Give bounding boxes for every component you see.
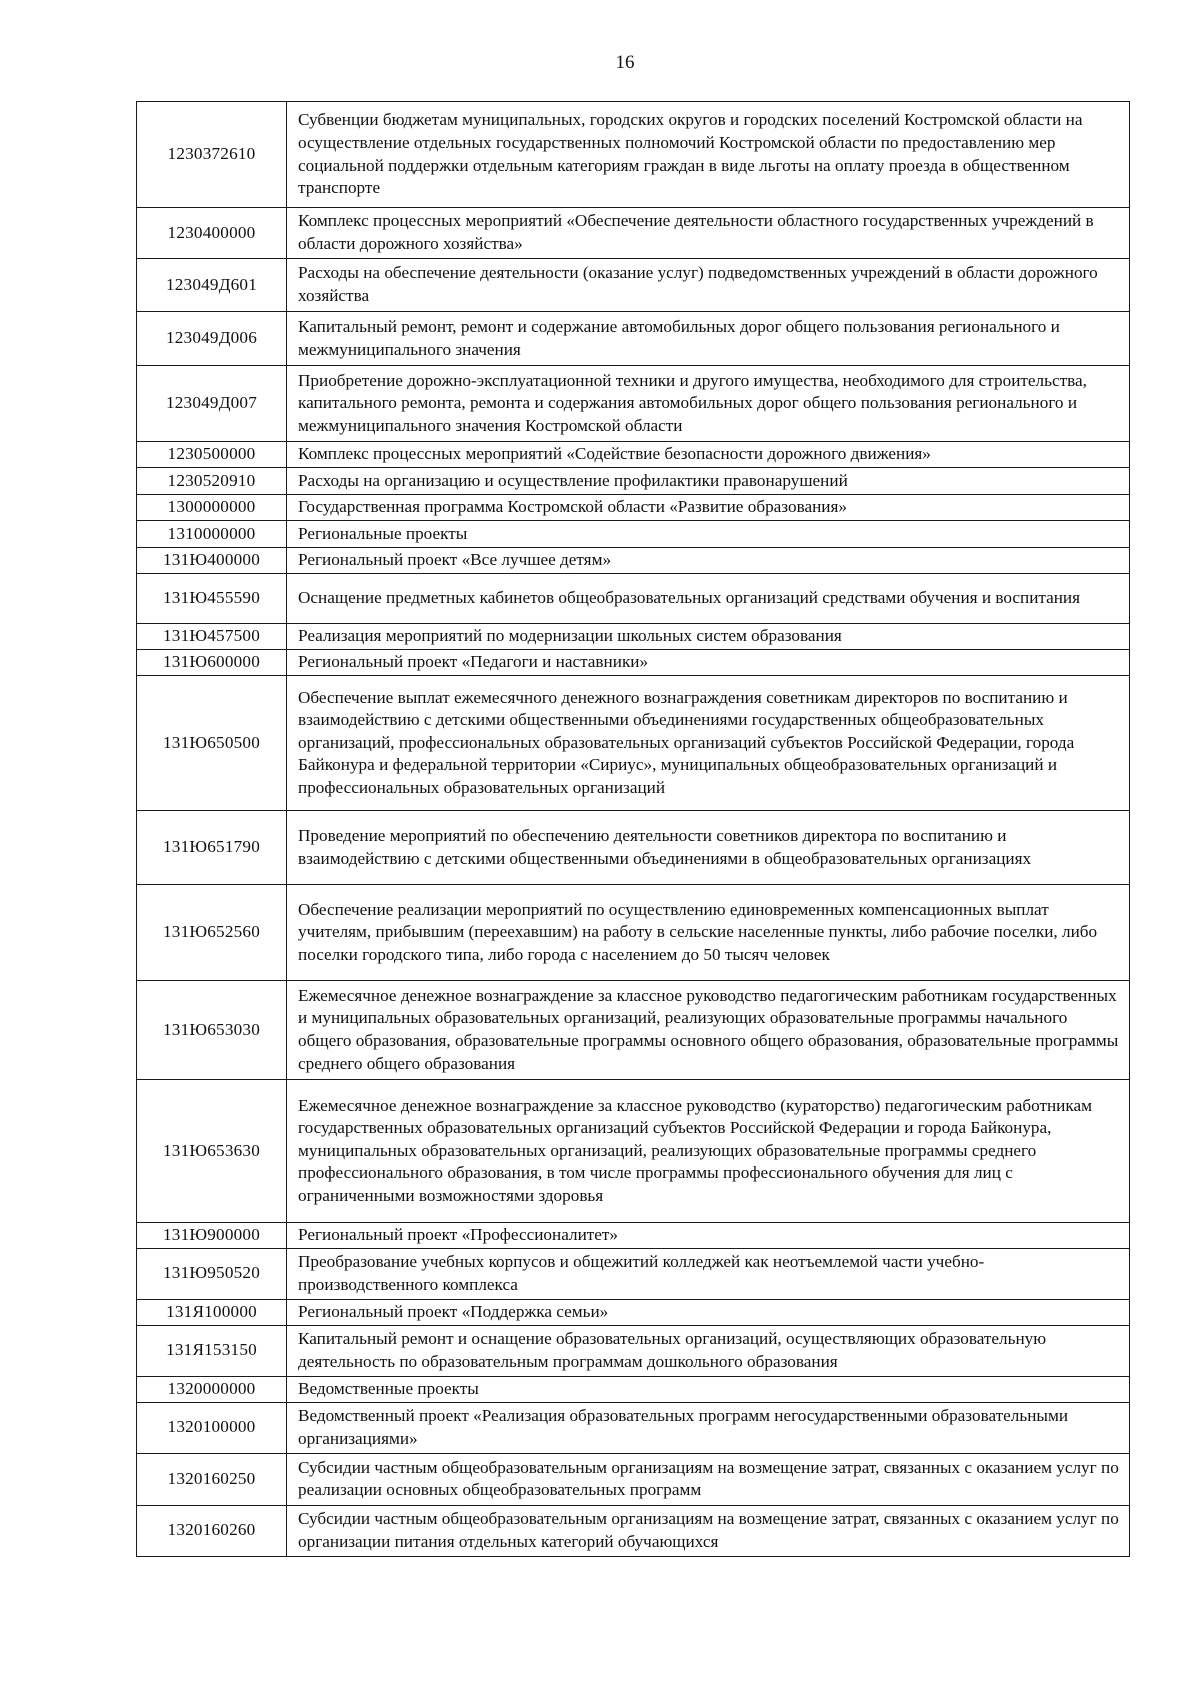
- table-row: [137, 442, 1130, 468]
- budget-codes-table-body: [137, 102, 1130, 1557]
- row-code: 1310000000: [137, 521, 287, 548]
- table-row: [137, 548, 1130, 574]
- row-code: 1230500000: [137, 442, 287, 468]
- row-code: 131Ю650500: [137, 676, 287, 811]
- row-name: Расходы на организацию и осуществление профилактики правонарушений: [287, 468, 1130, 495]
- row-code: 131Ю651790: [137, 811, 287, 885]
- row-code: 131Я100000: [137, 1299, 287, 1325]
- budget-codes-table: [136, 101, 1130, 1557]
- row-name: Ежемесячное денежное вознаграждение за классное руководство педагогическим работникам государственных и муниципальных образовательных организаций, реализующих образовательные программы начального общего образования, образовательные программы основного общего образования, образовательные программы среднего общего образования: [287, 981, 1130, 1080]
- table-row: [137, 885, 1130, 981]
- row-code: 123049Д007: [137, 366, 287, 442]
- row-name: Реализация мероприятий по модернизации школьных систем образования: [287, 624, 1130, 650]
- table-row: [137, 1080, 1130, 1223]
- table-row: [137, 1376, 1130, 1402]
- table-row: [137, 312, 1130, 366]
- row-code: 1320160250: [137, 1453, 287, 1505]
- row-code: 1320000000: [137, 1376, 287, 1402]
- row-name: Проведение мероприятий по обеспечению деятельности советников директора по воспитанию и взаимодействию с детскими общественными объединениями в общеобразовательных организациях: [287, 811, 1130, 885]
- table-row: [137, 366, 1130, 442]
- table-row: [137, 624, 1130, 650]
- row-name: Обеспечение реализации мероприятий по осуществлению единовременных компенсационных выплат учителям, прибывшим (переехавшим) на работу в сельские населенные пункты, либо рабочие поселки, либо поселки городского типа, либо города с населением до 50 тысяч человек: [287, 885, 1130, 981]
- page-number: 16: [615, 52, 635, 73]
- row-name: Региональные проекты: [287, 521, 1130, 548]
- table-row: [137, 259, 1130, 312]
- row-name: Региональный проект «Педагоги и наставники»: [287, 650, 1130, 676]
- table-row: [137, 1453, 1130, 1505]
- table-row: [137, 574, 1130, 624]
- row-name: Государственная программа Костромской области «Развитие образования»: [287, 495, 1130, 521]
- row-code: 1300000000: [137, 495, 287, 521]
- row-code: 1230520910: [137, 468, 287, 495]
- row-code: 131Ю455590: [137, 574, 287, 624]
- row-name: Ежемесячное денежное вознаграждение за классное руководство (кураторство) педагогическим работникам государственных образовательных организаций субъектов Российской Федерации и города Байконура, муниципальных образовательных организаций, реализующих образовательные программы среднего профессионального образования, в том числе программы профессионального обучения для лиц с ограниченными возможностями здоровья: [287, 1080, 1130, 1223]
- row-name: Региональный проект «Поддержка семьи»: [287, 1299, 1130, 1325]
- row-code: 131Ю652560: [137, 885, 287, 981]
- table-row: [137, 102, 1130, 208]
- table-row: [137, 1402, 1130, 1453]
- row-name: Комплекс процессных мероприятий «Обеспечение деятельности областного государственных учреждений в области дорожного хозяйства»: [287, 208, 1130, 259]
- row-name: Капитальный ремонт и оснащение образовательных организаций, осуществляющих образовательную деятельность по образовательным программам дошкольного образования: [287, 1325, 1130, 1376]
- row-name: Региональный проект «Профессионалитет»: [287, 1223, 1130, 1249]
- row-name: Ведомственный проект «Реализация образовательных программ негосударственными образовательными организациями»: [287, 1402, 1130, 1453]
- row-name: Расходы на обеспечение деятельности (оказание услуг) подведомственных учреждений в области дорожного хозяйства: [287, 259, 1130, 312]
- row-code: 131Ю400000: [137, 548, 287, 574]
- row-name: Субвенции бюджетам муниципальных, городских округов и городских поселений Костромской области на осуществление отдельных государственных полномочий Костромской области по предоставлению мер социальной поддержки отдельным категориям граждан в виде льготы на оплату проезда в общественном транспорте: [287, 102, 1130, 208]
- table-row: [137, 1505, 1130, 1556]
- row-name: Преобразование учебных корпусов и общежитий колледжей как неотъемлемой части учебно-производственного комплекса: [287, 1248, 1130, 1299]
- row-code: 131Ю900000: [137, 1223, 287, 1249]
- row-code: 131Ю950520: [137, 1248, 287, 1299]
- row-code: 131Ю653030: [137, 981, 287, 1080]
- table-row: [137, 676, 1130, 811]
- table-row: [137, 1223, 1130, 1249]
- row-name: Приобретение дорожно-эксплуатационной техники и другого имущества, необходимого для строительства, капитального ремонта, ремонта и содержания автомобильных дорог общего пользования регионального и межмуниципального значения Костромской области: [287, 366, 1130, 442]
- row-code: 123049Д601: [137, 259, 287, 312]
- table-row: [137, 1325, 1130, 1376]
- row-name: Субсидии частным общеобразовательным организациям на возмещение затрат, связанных с оказанием услуг по организации питания отдельных категорий обучающихся: [287, 1505, 1130, 1556]
- row-code: 131Ю457500: [137, 624, 287, 650]
- row-code: 131Ю653630: [137, 1080, 287, 1223]
- table-row: [137, 468, 1130, 495]
- row-code: 1230400000: [137, 208, 287, 259]
- row-name: Обеспечение выплат ежемесячного денежного вознаграждения советникам директоров по воспитанию и взаимодействию с детскими общественными объединениями государственных общеобразовательных организаций, профессиональных образовательных организаций субъектов Российской Федерации, города Байконура и федеральной территории «Сириус», муниципальных общеобразовательных организаций и профессиональных образовательных организаций: [287, 676, 1130, 811]
- row-name: Ведомственные проекты: [287, 1376, 1130, 1402]
- table-row: [137, 1299, 1130, 1325]
- row-code: 123049Д006: [137, 312, 287, 366]
- table-row: [137, 650, 1130, 676]
- table-row: [137, 208, 1130, 259]
- table-row: [137, 981, 1130, 1080]
- row-name: Региональный проект «Все лучшее детям»: [287, 548, 1130, 574]
- row-name: Капитальный ремонт, ремонт и содержание автомобильных дорог общего пользования регионального и межмуниципального значения: [287, 312, 1130, 366]
- table-row: [137, 811, 1130, 885]
- table-row: [137, 1248, 1130, 1299]
- row-code: 131Ю600000: [137, 650, 287, 676]
- row-code: 1320100000: [137, 1402, 287, 1453]
- row-name: Комплекс процессных мероприятий «Содействие безопасности дорожного движения»: [287, 442, 1130, 468]
- row-name: Субсидии частным общеобразовательным организациям на возмещение затрат, связанных с оказанием услуг по реализации основных общеобразовательных программ: [287, 1453, 1130, 1505]
- row-code: 131Я153150: [137, 1325, 287, 1376]
- row-code: 1230372610: [137, 102, 287, 208]
- row-code: 1320160260: [137, 1505, 287, 1556]
- row-name: Оснащение предметных кабинетов общеобразовательных организаций средствами обучения и воспитания: [287, 574, 1130, 624]
- table-row: [137, 521, 1130, 548]
- table-row: [137, 495, 1130, 521]
